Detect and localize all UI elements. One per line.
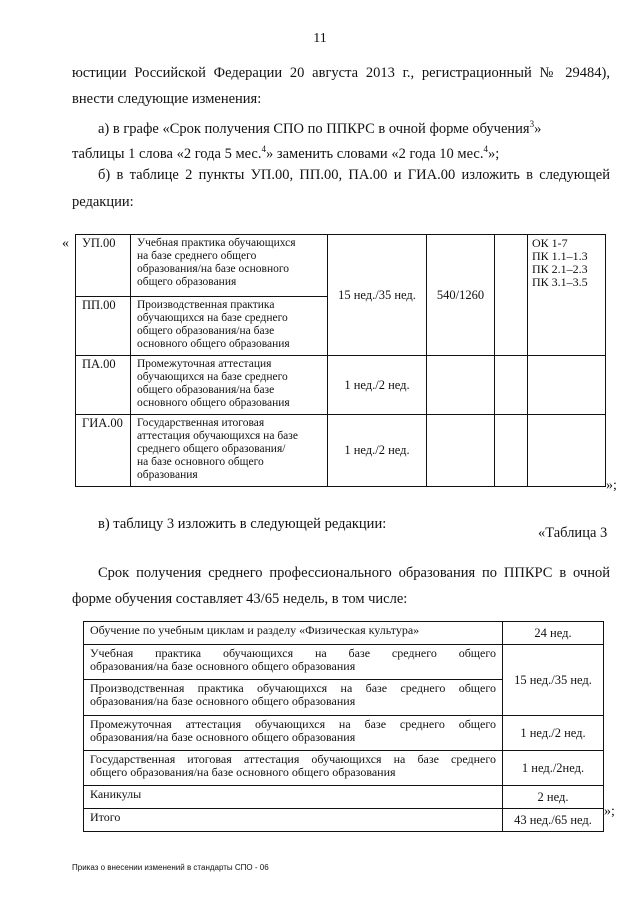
item-a-line-2-end: »; [487, 145, 500, 162]
desc-line: на базе среднего общего [137, 250, 257, 262]
row-text: Промежуточная аттестация обучающихся на базе среднего общего [90, 717, 496, 731]
competency-item: ОК 1-7 [532, 236, 568, 250]
table3-row [84, 809, 604, 832]
intro-line-1: юстиции Российской Федерации 20 августа 2013 г., регистрационный № 29484), [72, 65, 610, 81]
table2-empty-cell [495, 356, 528, 415]
table2-close-quote: »; [606, 478, 617, 493]
table2-duration-gia: 1 нед./2 нед. [328, 415, 427, 487]
item-a-line-2 [72, 140, 499, 163]
table3-cell-value: 1 нед./2 нед. [503, 716, 604, 751]
table2-desc-up [131, 235, 328, 297]
table2-duration-pa: 1 нед./2 нед. [328, 356, 427, 415]
desc-line: основного общего образования [137, 397, 290, 409]
desc-line: Промежуточная аттестация [137, 358, 272, 370]
row-text: образования/на базе основного общего образования [90, 694, 356, 708]
table3-cell-text [84, 622, 503, 645]
table-3 [83, 621, 604, 832]
desc-line: обучающихся на базе среднего [137, 312, 288, 324]
item-b-line-2: редакции: [72, 194, 134, 210]
desc-line: общего образования/на базе [137, 325, 275, 337]
desc-line: среднего общего образования/ [137, 443, 286, 455]
table2-empty-cell [528, 356, 606, 415]
desc-line: основного общего образования [137, 338, 290, 350]
table3-row [84, 751, 604, 786]
competency-item: ПК 3.1–3.5 [532, 275, 588, 289]
desc-line: обучающихся на базе среднего [137, 371, 288, 383]
table2-code-gia: ГИА.00 [76, 415, 131, 487]
table3-cell-value: 24 нед. [503, 622, 604, 645]
desc-line: на базе основного общего [137, 456, 264, 468]
intro-line-2: внести следующие изменения: [72, 91, 262, 107]
desc-line: общего образования/на базе [137, 384, 275, 396]
table3-cell-value: 2 нед. [503, 786, 604, 809]
row-text: Итого [90, 810, 121, 824]
table2-code-pa: ПА.00 [76, 356, 131, 415]
footnote-ref: 3 [529, 119, 535, 129]
item-a-line-1-end: » [534, 120, 542, 137]
item-a-line-1-text: а) в графе «Срок получения СПО по ППКРС в очной форме обучения [98, 120, 530, 137]
table2-code-up: УП.00 [76, 235, 131, 297]
item-a-line-2-mid: » заменить словами «2 года 10 мес. [266, 145, 484, 162]
desc-line: общего образования [137, 276, 237, 288]
table2-desc-pa [131, 356, 328, 415]
item-a-line-1 [98, 115, 541, 138]
table3-cell-text [84, 645, 503, 680]
desc-line: Производственная практика [137, 299, 275, 311]
row-text: образования/на базе основного общего образования [90, 659, 356, 673]
item-b-line-1: б) в таблице 2 пункты УП.00, ПП.00, ПА.00 и ГИА.00 изложить в следующей [98, 167, 610, 183]
table3-row [84, 716, 604, 751]
footnote-ref: 4 [483, 144, 488, 154]
footnote-ref: 4 [261, 144, 266, 154]
row-text: Обучение по учебным циклам и разделу «Физическая культура» [90, 623, 420, 637]
competency-item: ПК 2.1–2.3 [532, 262, 588, 276]
competency-item: ПК 1.1–1.3 [532, 249, 588, 263]
desc-line: образования/на базе основного [137, 263, 290, 275]
table2-hours-practice: 540/1260 [427, 235, 495, 356]
table3-cell-value: 1 нед./2нед. [503, 751, 604, 786]
table3-row [84, 645, 604, 680]
table2-desc-gia [131, 415, 328, 487]
item-a-line-2-text: таблицы 1 слова «2 года 5 мес. [72, 145, 262, 162]
table2-open-quote: « [62, 236, 69, 251]
table2-competencies [528, 235, 606, 356]
page-number: 11 [313, 31, 327, 46]
duration-para-line-2: форме обучения составляет 43/65 недель, в том числе: [72, 591, 408, 607]
row-text: Государственная итоговая аттестация обучающихся на базе среднего [90, 752, 496, 766]
row-text: образования/на базе основного общего образования [90, 730, 356, 744]
table2-empty-cell [495, 415, 528, 487]
table2-code-pp: ПП.00 [76, 297, 131, 356]
table3-cell-text [84, 680, 503, 716]
table3-cell-text [84, 751, 503, 786]
table3-cell-text [84, 786, 503, 809]
row-text: Производственная практика обучающихся на базе среднего общего [90, 681, 496, 695]
table3-cell-value-practice: 15 нед./35 нед. [503, 645, 604, 716]
table3-row [84, 786, 604, 809]
desc-line: Государственная итоговая [137, 417, 265, 429]
table2-empty-cell [528, 415, 606, 487]
table3-cell-text [84, 809, 503, 832]
row-text: Учебная практика обучающихся на базе среднего общего [90, 646, 496, 660]
table2-empty-cell [427, 415, 495, 487]
table2-duration-practice: 15 нед./35 нед. [328, 235, 427, 356]
table-2 [75, 234, 606, 487]
footer-note: Приказ о внесении изменений в стандарты СПО - 06 [72, 863, 269, 872]
table2-row-pa [76, 356, 606, 415]
table2-desc-pp [131, 297, 328, 356]
item-v-text: в) таблицу 3 изложить в следующей редакции: [98, 516, 387, 532]
table3-cell-value: 43 нед./65 нед. [503, 809, 604, 832]
table3-close-quote: »; [604, 804, 615, 819]
table3-cell-text [84, 716, 503, 751]
row-text: Каникулы [90, 787, 142, 801]
table3-row [84, 622, 604, 645]
table2-row-up [76, 235, 606, 297]
row-text: общего образования/на базе основного общего образования [90, 765, 396, 779]
table2-empty-cell [495, 235, 528, 356]
desc-line: Учебная практика обучающихся [137, 237, 296, 249]
desc-line: аттестация обучающихся на базе [137, 430, 298, 442]
table2-row-gia [76, 415, 606, 487]
duration-para-line-1: Срок получения среднего профессионального образования по ППКРС в очной [98, 565, 610, 581]
table3-label: «Таблица 3 [538, 525, 608, 541]
desc-line: образования [137, 469, 198, 481]
table2-empty-cell [427, 356, 495, 415]
